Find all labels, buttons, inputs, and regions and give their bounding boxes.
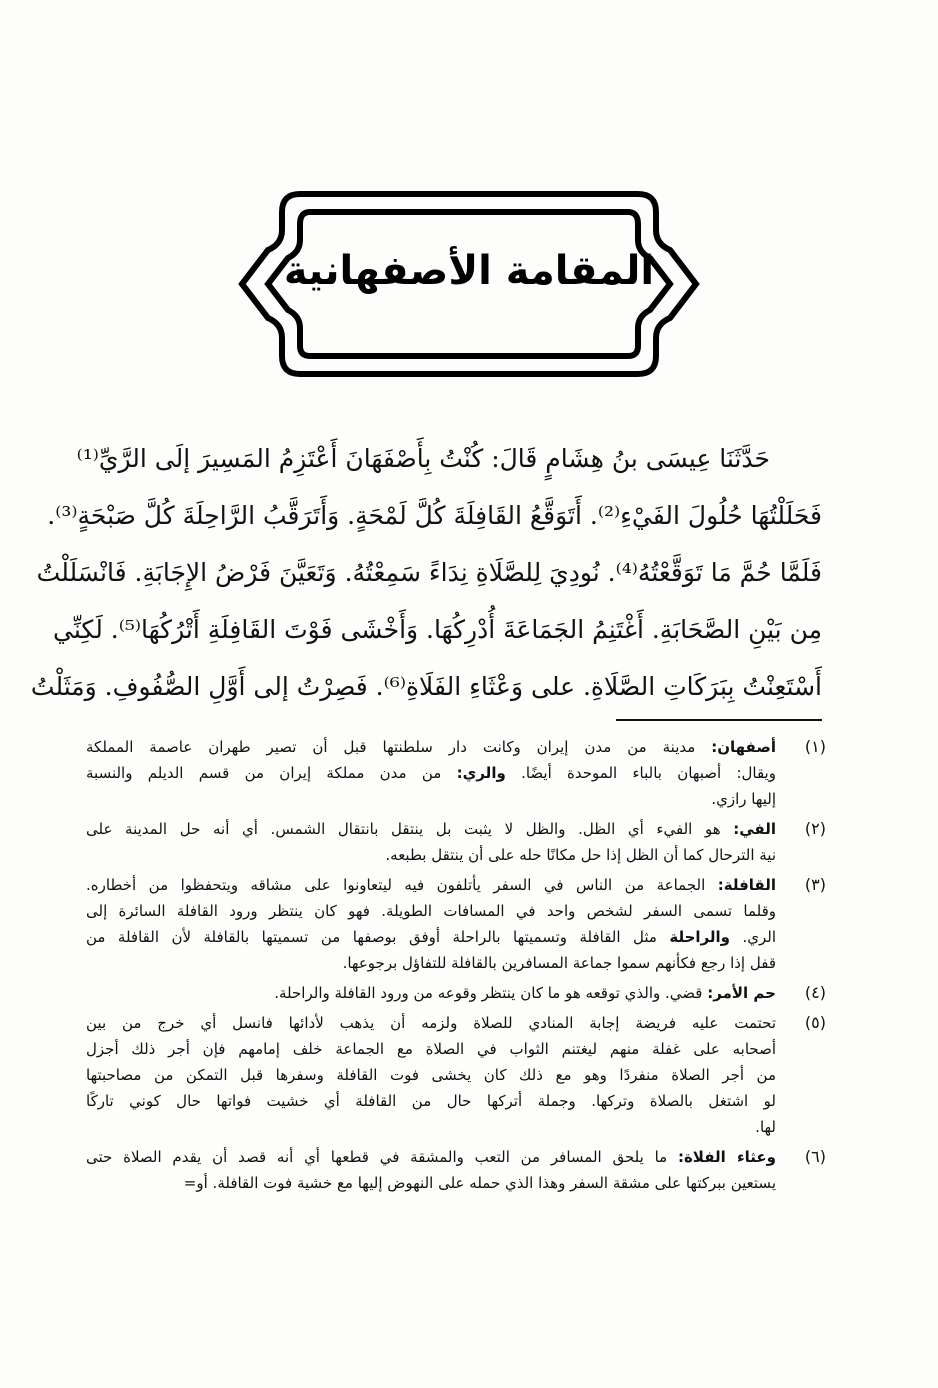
footnote-line <box>86 842 776 868</box>
footnote-text: ما يلحق المسافر من التعب والمشقة في قطعها أي أنه قصد أن يقدم الصلاة حتى <box>86 1148 678 1166</box>
footnote-line <box>86 872 776 898</box>
footnote-line <box>86 980 776 1006</box>
footnote-body <box>86 1010 776 1140</box>
footnote <box>86 872 826 976</box>
footnote <box>86 1010 826 1140</box>
footnote-line <box>86 1114 776 1140</box>
footnote-body <box>86 816 776 868</box>
footnote-body <box>86 1144 776 1196</box>
footnote-body <box>86 734 776 812</box>
footnote-text: الري. <box>730 928 776 946</box>
footnote-text: من أجر الصلاة منفردًا وهو مع ذلك كان يخشى فوت القافلة وسفرها قبل التمكن من مصاحبتها <box>86 1066 776 1084</box>
footnote-term: والراحلة <box>669 928 730 946</box>
footnote-term: الفي: <box>733 820 776 838</box>
footnote-text: لو اشتغل بالصلاة وتركها. وجملة أتركها حال من القافلة أي خشيت فواتها حال كوني تاركًا <box>86 1092 776 1110</box>
title-cartouche <box>240 190 698 378</box>
footnote-text: مثل القافلة وتسميتها بالراحلة أوفق بوصفها من تسميتها بالقافلة لأن القافلة من <box>86 928 670 946</box>
footnote-text: هو الفيء أي الظل. والظل لا يثبت بل ينتقل بانتقال الشمس. أي أنه حل المدينة على <box>86 820 734 838</box>
main-text-line: أَسْتَعِنْتُ بِبَرَكَاتِ الصَّلَاةِ. على وَعْثَاءِ الفَلَاةِ⁽⁶⁾. فَصِرْتُ إلى أَوَّلِ الصُّفُوفِ. وَمَثَلْتُ <box>30 672 822 701</box>
footnote-text: أصحابه على غفلة منهم ليغتنم الثواب في الصلاة مع الجماعة خلف إمامهم فإن أجر ذلك أجزل <box>86 1040 776 1058</box>
footnote-text: نية الترحال كما أن الظل إذا حل مكانًا حله على أن ينتقل بطبعه. <box>385 846 776 864</box>
footnote-line <box>86 1088 776 1114</box>
footnote <box>86 734 826 812</box>
footnote-body <box>86 872 776 976</box>
footnotes <box>86 734 826 1200</box>
footnote-term: القافلة: <box>717 876 776 894</box>
footnote-term: والري: <box>456 764 506 782</box>
main-text <box>30 430 822 715</box>
footnote-line <box>86 1170 776 1196</box>
footnote-term: وعثاء الفلاة: <box>677 1148 776 1166</box>
main-text-line: فَلَمَّا حُمَّ مَا تَوَقَّعْتُهُ⁽⁴⁾. نُودِيَ لِلصَّلَاةِ نِدَاءً سَمِعْتُهُ. وَتَعَيَّنَ فَرْضُ الإِجَابَةِ. فَانْسَلَلْتُ <box>36 558 822 587</box>
footnote-term: أصفهان: <box>711 738 776 756</box>
footnote-line <box>86 1036 776 1062</box>
footnote-text: وقلما تسمى السفر لشخص واحد في المسافات الطويلة. فهو كان ينتظر ورود القافلة السائرة إلى <box>86 902 776 920</box>
footnote-line <box>86 760 776 786</box>
footnote-text: تحتمت عليه فريضة إجابة المنادي للصلاة ولزمه أن يذهب لأدائها فانسل أي خرج من بين <box>86 1014 776 1032</box>
page-title: المقامة الأصفهانية <box>283 248 655 294</box>
footnote-text: إليها رازي. <box>711 790 776 808</box>
footnote-line <box>86 1062 776 1088</box>
footnote-line <box>86 786 776 812</box>
footnote-line <box>86 1010 776 1036</box>
main-text-line: حَدَّثَنَا عِيسَى بنُ هِشَامٍ قَالَ: كُنْتُ بِأَصْفَهَانَ أَعْتَزِمُ المَسِيرَ إلَى الرَّيِّ⁽¹⁾ <box>76 444 770 473</box>
footnote-text: يستعين ببركتها على مشقة السفر وهذا الذي حمله على النهوض إليها مع خشية فوت القافلة. أو= <box>183 1174 776 1192</box>
footnote-line <box>86 898 776 924</box>
footnote <box>86 1144 826 1196</box>
footnote-text: قضي. والذي توقعه هو ما كان ينتظر وقوعه من ورود القافلة والراحلة. <box>274 984 708 1002</box>
footnote <box>86 816 826 868</box>
footnote-number: (١) <box>804 737 826 756</box>
footnote-separator <box>616 719 822 721</box>
footnote-number: (٢) <box>804 819 826 838</box>
footnote-term: حم الأمر: <box>707 984 776 1002</box>
footnote-number: (٤) <box>804 983 826 1002</box>
footnote-text: قفل إذا رجع فكأنهم سموا جماعة المسافرين بالقافلة للتفاؤل برجوعها. <box>342 954 776 972</box>
footnote-text: من مدن مملكة إيران من قسم الديلم والنسبة <box>86 764 457 782</box>
footnote-number: (٥) <box>804 1013 826 1032</box>
main-text-line: فَحَلَلْتُهَا حُلُولَ الفَيْءِ⁽²⁾. أَتَوَقَّعُ القَافِلَةَ كُلَّ لَمْحَةٍ. وَأَتَرَقَّبُ الرَّاحِلَةَ كُلَّ صَبْحَةٍ⁽³⁾. <box>47 501 822 530</box>
footnote-number: (٦) <box>804 1147 826 1166</box>
footnote-line <box>86 734 776 760</box>
footnote-line <box>86 1144 776 1170</box>
footnote-line <box>86 950 776 976</box>
footnote <box>86 980 826 1006</box>
footnote-text: الجماعة من الناس في السفر يأتلفون فيه ليتعاونوا على مشاقه ويتحفظوا من أخطاره. <box>86 876 718 894</box>
footnote-line <box>86 816 776 842</box>
footnote-line <box>86 924 776 950</box>
footnote-text: ويقال: أصبهان بالباء الموحدة أيضًا. <box>505 764 776 782</box>
footnote-number: (٣) <box>804 875 826 894</box>
footnote-text: لها. <box>755 1118 776 1136</box>
footnote-text: مدينة من مدن إيران وكانت دار سلطنتها قبل أن تصير طهران عاصمة المملكة <box>86 738 712 756</box>
footnote-body <box>86 980 776 1006</box>
main-text-line: مِن بَيْنِ الصَّحَابَةِ. أَغْتَنِمُ الجَمَاعَةَ أُدْرِكُهَا. وَأَخْشَى فَوْتَ القَافِلَةِ أَتْرُكُهَا⁽⁵⁾. لَكِنِّي <box>53 615 822 644</box>
